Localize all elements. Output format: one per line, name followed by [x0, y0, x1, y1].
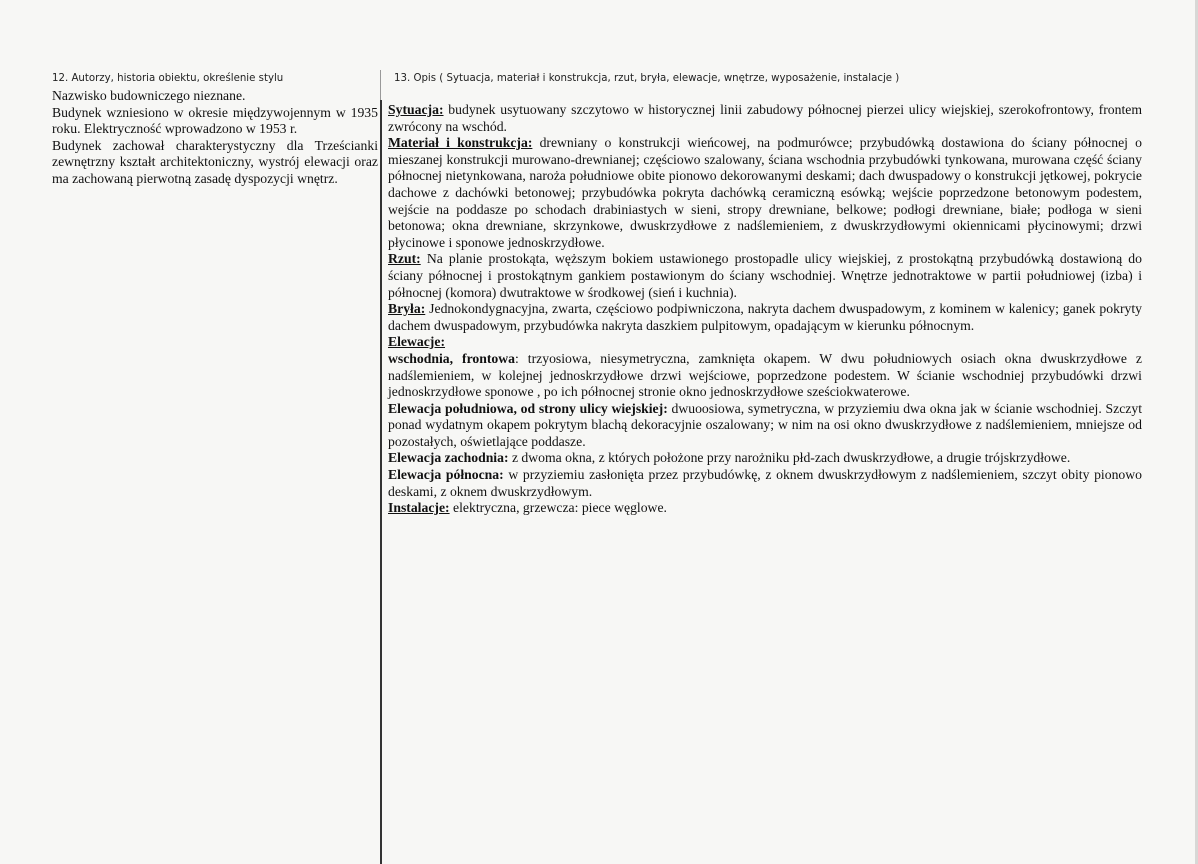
west-elevation-text: z dwoma okna, z których położone przy narożniku płd-zach dwuskrzydłowe, a drugie trójskrzydłowe.: [508, 450, 1071, 466]
south-elevation-text: dwuoosiowa, symetryczna, w przyziemiu dwa okna jak w ścianie wschodniej. Szczyt ponad wydatnym okapem pokrytym blachą dekoracyjnie oszalowany; w nim na osi okno dwuskrzydłowe z nadślemieniem, mniejsze od pozostałych, oświetlające poddasze.: [388, 400, 1142, 449]
north-elevation-paragraph: [388, 467, 1142, 500]
south-elevation-paragraph: [388, 401, 1142, 451]
west-elevation-label: Elewacja zachodnia:: [388, 450, 509, 466]
sytuacja-text: budynek usytuowany szczytowo w historycznej linii zabudowy północnej pierzei ulicy wiejskiej, szerokofrontowy, frontem zwrócony na wschód.: [388, 102, 1142, 134]
column-divider-top: [380, 70, 381, 100]
sytuacja-paragraph: [388, 102, 1142, 135]
material-paragraph: [388, 135, 1142, 251]
instalacje-text: elektryczna, grzewcza: piece węglowe.: [449, 500, 667, 516]
rzut-text: Na planie prostokąta, węższym bokiem ustawionego prostopadle ulicy wiejskiej, z prostokątną przybudówką dostawioną do ściany północnej i prostokątnym gankiem postawionym do ściany wschodniej. Wnętrze jednotraktowe w partii południowej (izba) i północnej (komora) dwutraktowe w środkowej (sień i kuchnia).: [388, 251, 1142, 300]
west-elevation-paragraph: [388, 450, 1142, 467]
material-label: Materiał i konstrukcja:: [388, 135, 533, 151]
builder-paragraph: Nazwisko budowniczego nieznane.: [52, 88, 246, 103]
north-elevation-text: w przyziemiu zasłonięta przez przybudówkę, z oknem dwuskrzydłowym z nadślemieniem, szczyt obity pionowo deskami, z oknem dwuskrzydłowym.: [388, 467, 1142, 499]
section-12-heading: 12. Autorzy, historia obiektu, określenie stylu: [52, 73, 284, 84]
style-paragraph: Budynek zachował charakterystyczny dla Trześcianki zewnętrzny kształt architektoniczny, wystrój elewacji oraz ma zachowaną pierwotną zasadę dyspozycji wnętrz.: [52, 137, 378, 186]
east-elevation-label: wschodnia, frontowa: [388, 350, 515, 366]
elewacje-label: Elewacje:: [388, 334, 446, 350]
instalacje-label: Instalacje:: [388, 500, 450, 516]
sytuacja-label: Sytuacja:: [388, 102, 444, 117]
bryla-label: Bryła:: [388, 301, 426, 317]
north-elevation-label: Elewacja północna:: [388, 467, 504, 483]
section-13-description: [388, 72, 1142, 517]
section-12-history: [52, 72, 378, 188]
material-text: drewniany o konstrukcji wieńcowej, na podmurówce; przybudówką dostawiona do ściany północnej o mieszanej konstrukcji murowano-drewnianej; częściowo szalowany, ściana wschodnia przybudówki tynkowana, murowana część ściany północnej nietynkowana, naroża południowe obite pionowo dekorowanymi deskami; dach dwuspadowy o konstrukcji jętkowej, pokrycie dachowe z dachówki betonowej; przybudówka pokryta dachówką ceramiczną esówką; wejście poprzedzone betonowym podestem, wejście na poddasze po schodach drabiniastych w sieni, stropy drewniane, belkowe; podłogi drewniane, białe; podłoga w sieni betonowa; okna drewniane, skrzynkowe, dwuskrzydłowe z nadślemieniem, z dwuskrzydłowymi okiennicami płycinowymi; drzwi płycinowe i sponowe jednoskrzydłowe.: [388, 135, 1142, 250]
column-divider: [380, 100, 382, 864]
rzut-label: Rzut:: [388, 251, 421, 267]
bryla-paragraph: [388, 301, 1142, 334]
history-paragraph: Budynek wzniesiono w okresie międzywojennym w 1935 roku. Elektryczność wprowadzono w 1953 r.: [52, 104, 378, 137]
elewacje-heading-paragraph: [388, 334, 1142, 351]
section-13-heading: 13. Opis ( Sytuacja, materiał i konstrukcja, rzut, bryła, elewacje, wnętrze, wyposażenie, instalacje ): [394, 73, 900, 84]
bryla-text: Jednokondygnacyjna, zwarta, częściowo podpiwniczona, nakryta dachem dwuspadowym, z kominem w kalenicy; ganek pokryty dachem dwuspadowym, przybudówka nakryta daszkiem pulpitowym, opadającym w kierunku północnym.: [388, 301, 1142, 333]
instalacje-paragraph: [388, 500, 1142, 517]
east-elevation-text: : trzyosiowa, niesymetryczna, zamknięta okapem. W dwu południowych osiach okna dwuskrzydłowe z nadślemieniem, w kolejnej jednoskrzydłowe drzwi wejściowe, poprzedzone podestem. W ścianie wschodniej przybudówki drzwi jednoskrzydłowe sponowe , po ich północnej stronie okno jednoskrzydłowe sześciokwaterowe.: [388, 350, 1142, 400]
rzut-paragraph: [388, 251, 1142, 301]
south-elevation-label: Elewacja południowa, od strony ulicy wiejskiej:: [388, 400, 668, 416]
east-elevation-paragraph: [388, 351, 1142, 401]
